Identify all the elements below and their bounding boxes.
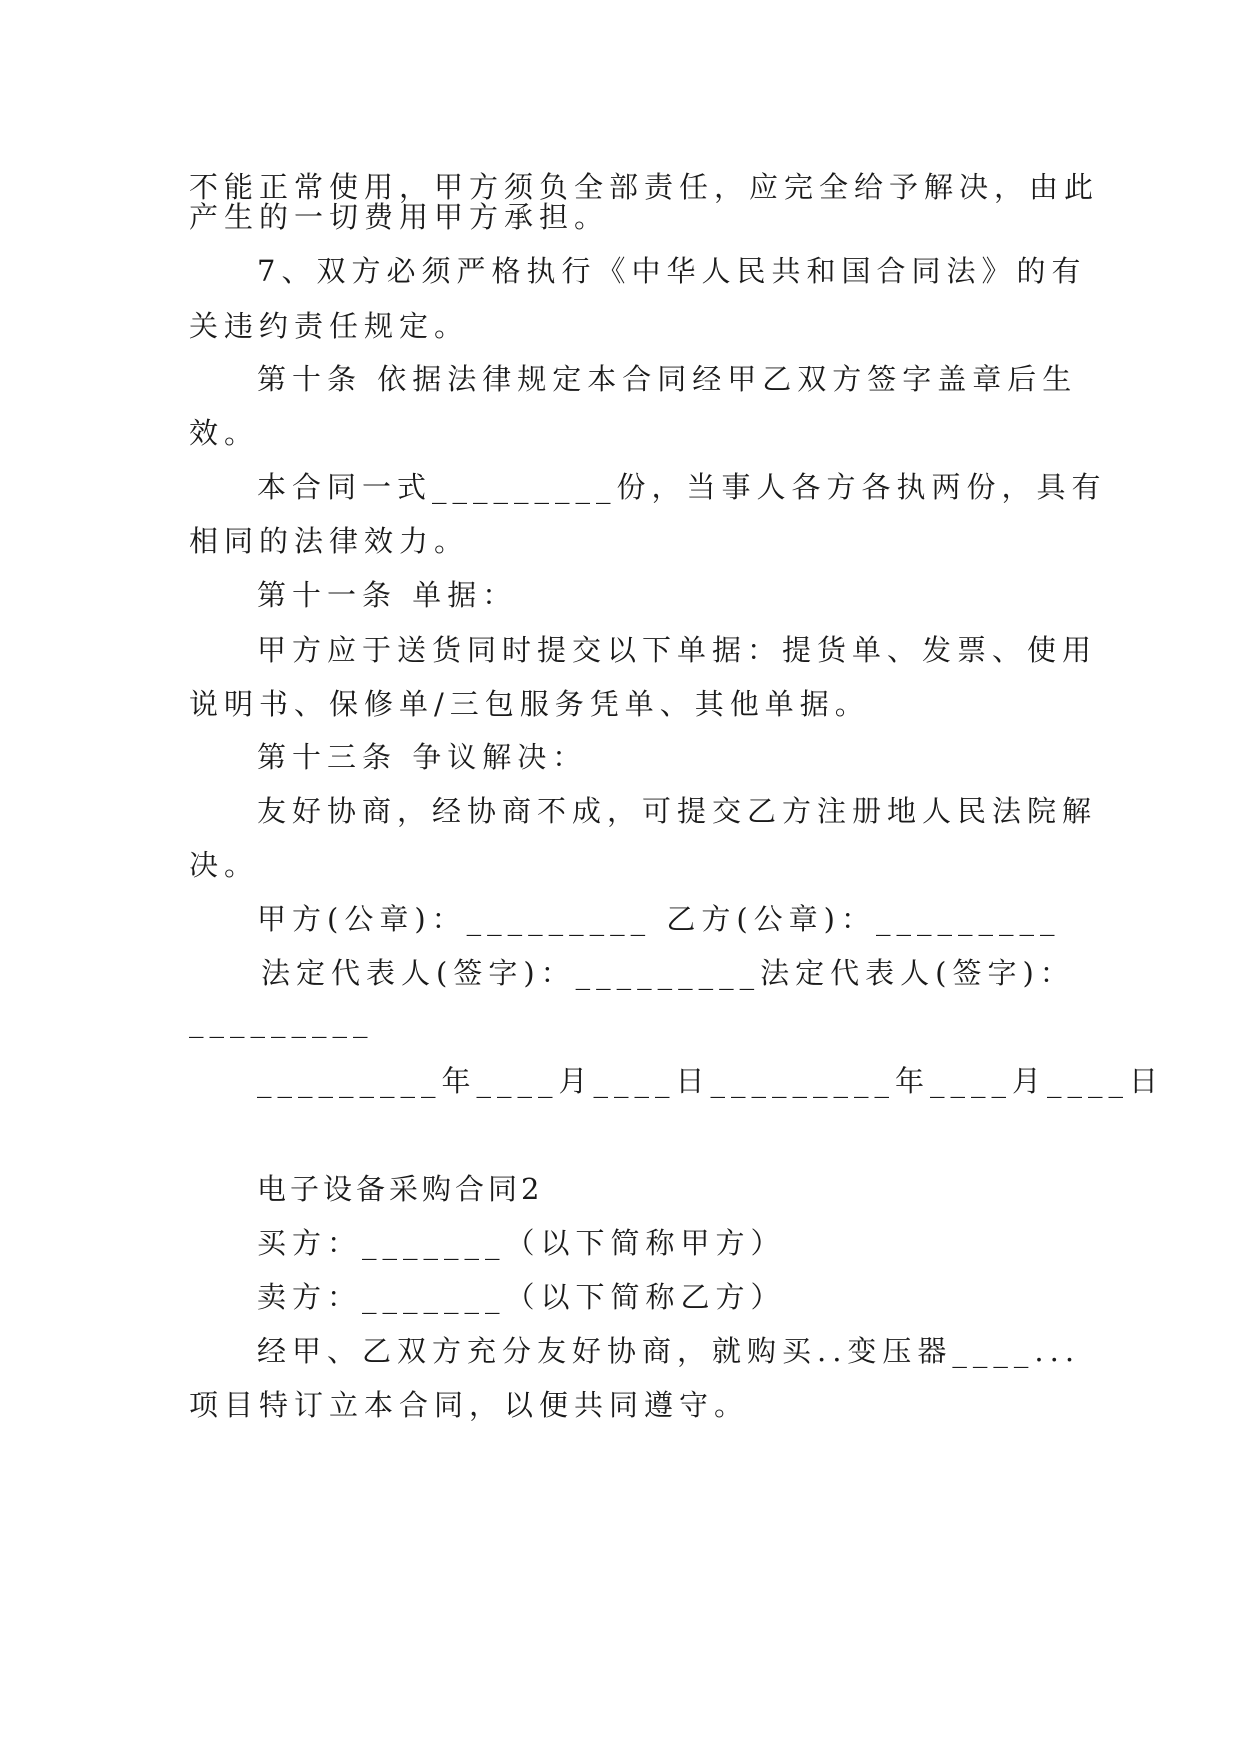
seal-line: 甲方(公章)：_________ 乙方(公章)：_________ xyxy=(257,902,1061,936)
text-line: 甲方应于送货同时提交以下单据：提货单、发票、使用 xyxy=(257,633,1098,667)
text-line: 关违约责任规定。 xyxy=(189,309,470,343)
article-ten: 第十条 依据法律规定本合同经甲乙双方签字盖章后生 xyxy=(257,362,1078,396)
text-line: 相同的法律效力。 xyxy=(189,524,470,558)
article-eleven-heading: 第十一条 单据： xyxy=(257,578,518,612)
signature-blank: _________ xyxy=(189,1004,374,1038)
text-line: 决。 xyxy=(189,848,260,882)
signature-line: 法定代表人(签字)：_________法定代表人(签字)： xyxy=(261,956,1075,990)
contract-title: 电子设备采购合同2 xyxy=(257,1172,544,1206)
article-thirteen-heading: 第十三条 争议解决： xyxy=(257,740,588,774)
text-line: 产生的一切费用甲方承担。 xyxy=(189,200,610,234)
text-line: 项目特订立本合同，以便共同遵守。 xyxy=(189,1388,750,1422)
text-line: 友好协商，经协商不成，可提交乙方注册地人民法院解 xyxy=(257,794,1098,828)
text-line: 7、双方必须严格执行《中华人民共和国合同法》的有 xyxy=(257,254,1087,288)
seller-line: 卖方：_______（以下简称乙方） xyxy=(257,1280,786,1314)
date-line: _________年____月____日_________年____月____日 xyxy=(257,1064,1165,1098)
text-line: 经甲、乙双方充分友好协商，就购买..变压器____... xyxy=(257,1334,1081,1368)
copies-clause: 本合同一式_________份，当事人各方各执两份，具有 xyxy=(257,470,1107,504)
buyer-line: 买方：_______（以下简称甲方） xyxy=(257,1226,786,1260)
text-line: 说明书、保修单/三包服务凭单、其他单据。 xyxy=(189,687,870,721)
text-line: 效。 xyxy=(189,416,260,450)
text-line: 不能正常使用，甲方须负全部责任，应完全给予解决，由此 xyxy=(189,170,1100,204)
